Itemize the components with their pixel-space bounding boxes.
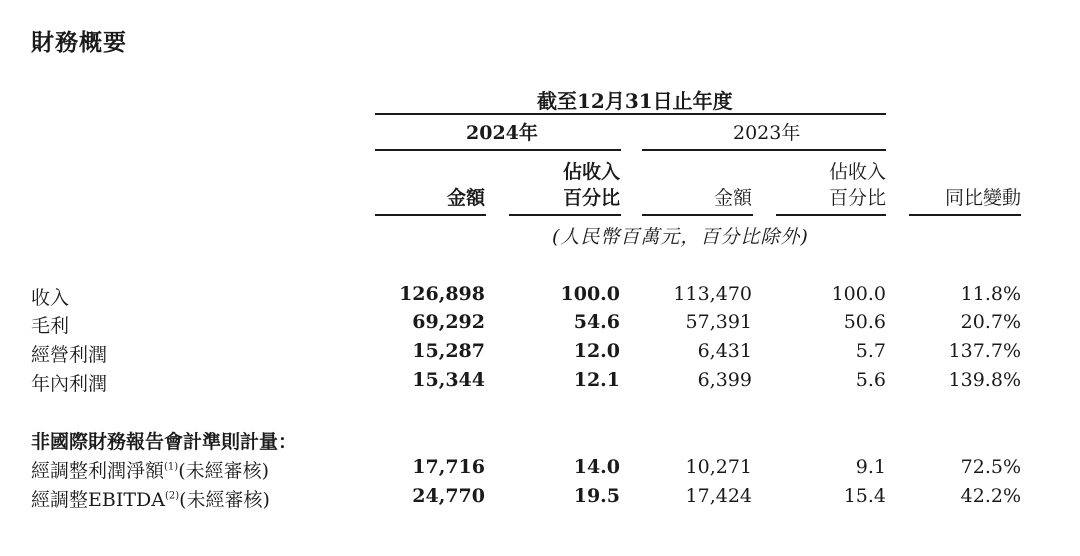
pct-2024: 12.1 xyxy=(573,369,620,391)
pct-2024: 54.6 xyxy=(573,311,620,333)
year-2023: 2023年 xyxy=(733,122,801,144)
amount-2023: 6,431 xyxy=(697,340,752,362)
amount-2024: 17,716 xyxy=(412,456,485,478)
footnote-ref: (1) xyxy=(164,461,179,473)
pct-2024: 12.0 xyxy=(573,340,620,362)
pct-2024: 100.0 xyxy=(560,283,620,305)
row-label-suffix: (未經審核) xyxy=(178,460,270,482)
pct-2023: 100.0 xyxy=(831,283,886,305)
amount-2023: 113,470 xyxy=(673,283,752,305)
row-label: 經營利潤 xyxy=(31,344,108,366)
amount-2024: 126,898 xyxy=(399,283,485,305)
row-label: 收入 xyxy=(31,287,70,309)
amount-2024: 15,287 xyxy=(412,340,485,362)
yoy-change: 20.7% xyxy=(960,311,1021,333)
unit-note: (人民幣百萬元，百分比除外) xyxy=(552,226,809,248)
period-rule xyxy=(375,113,886,115)
header-pct-2024-line2: 百分比 xyxy=(562,187,620,209)
amount-2023: 17,424 xyxy=(685,485,752,507)
header-amount-2024: 金額 xyxy=(446,187,485,209)
col-rule-3 xyxy=(642,214,753,216)
year-2023-rule xyxy=(642,149,886,151)
year-2024: 2024年 xyxy=(466,122,538,144)
row-label-main: 經調整利潤淨額 xyxy=(31,460,165,482)
amount-2024: 15,344 xyxy=(412,369,485,391)
col-rule-1 xyxy=(375,214,486,216)
pct-2023: 5.6 xyxy=(855,369,886,391)
col-rule-2 xyxy=(509,214,621,216)
yoy-change: 139.8% xyxy=(948,369,1021,391)
non-ifrs-heading: 非國際財務報告會計準則計量： xyxy=(31,431,298,453)
amount-2023: 10,271 xyxy=(685,456,752,478)
pct-2024: 19.5 xyxy=(573,485,620,507)
pct-2023: 5.7 xyxy=(855,340,886,362)
page-title: 財務概要 xyxy=(31,30,127,56)
amount-2024: 24,770 xyxy=(412,485,485,507)
period-heading: 截至12月31日止年度 xyxy=(537,89,733,113)
header-pct-2023-line2: 百分比 xyxy=(828,187,886,209)
yoy-change: 42.2% xyxy=(960,485,1021,507)
year-2024-rule xyxy=(375,149,621,151)
pct-2023: 15.4 xyxy=(843,485,886,507)
amount-2023: 57,391 xyxy=(685,311,752,333)
pct-2024: 14.0 xyxy=(573,456,620,478)
row-label: 毛利 xyxy=(31,315,70,337)
row-label: 年內利潤 xyxy=(31,373,108,395)
yoy-change: 11.8% xyxy=(960,283,1021,305)
header-yoy: 同比變動 xyxy=(944,187,1021,209)
row-label xyxy=(31,485,270,512)
col-rule-5 xyxy=(909,214,1021,216)
amount-2023: 6,399 xyxy=(697,369,752,391)
row-label xyxy=(31,456,269,483)
header-pct-2024-line1: 佔收入 xyxy=(562,161,620,183)
amount-2024: 69,292 xyxy=(412,311,485,333)
pct-2023: 9.1 xyxy=(855,456,886,478)
col-rule-4 xyxy=(776,214,886,216)
row-label-main: 經調整EBITDA xyxy=(31,489,165,511)
yoy-change: 72.5% xyxy=(960,456,1021,478)
row-label-suffix: (未經審核) xyxy=(179,489,270,511)
pct-2023: 50.6 xyxy=(843,311,886,333)
yoy-change: 137.7% xyxy=(948,340,1021,362)
header-pct-2023-line1: 佔收入 xyxy=(828,161,886,183)
footnote-ref: (2) xyxy=(164,490,180,502)
header-amount-2023: 金額 xyxy=(713,187,752,209)
